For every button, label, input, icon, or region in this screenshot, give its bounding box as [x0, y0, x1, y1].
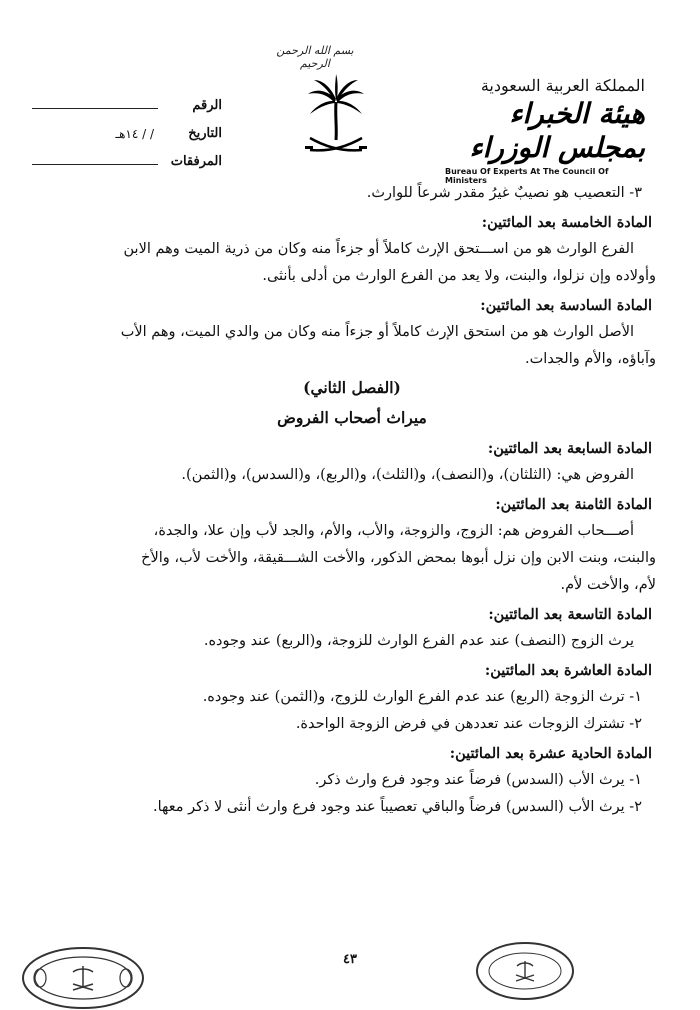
- chapter-title: (الفصل الثاني): [303, 378, 401, 397]
- attachments-label: المرفقات: [170, 154, 222, 169]
- ref-number-line: [32, 107, 158, 109]
- letterhead: [0, 0, 700, 185]
- paragraph-line: يرث الزوج (النصف) عند عدم الفرع الوارث للزوجة، و(الربع) عند وجوده.: [203, 633, 634, 649]
- saudi-emblem-icon: [300, 72, 372, 162]
- paragraph-continuation: وآباؤه، والأم والجدات.: [525, 351, 656, 367]
- page-number: ٤٣: [343, 952, 357, 967]
- attachments-row: [32, 141, 222, 169]
- article-heading: المادة الحادية عشرة بعد المائتين:: [449, 745, 652, 762]
- article-heading: المادة التاسعة بعد المائتين:: [488, 606, 652, 623]
- paragraph-continuation: لأم، والأخت لأم.: [560, 577, 656, 593]
- official-seal-icon: [470, 935, 580, 1005]
- chapter-title: ميراث أصحاب الفروض: [277, 408, 427, 427]
- article-heading: المادة السادسة بعد المائتين:: [480, 297, 652, 314]
- list-item: ١- ترث الزوجة (الربع) عند عدم الفرع الوارث للزوج، و(الثمن) عند وجوده.: [202, 689, 642, 705]
- document-body: [48, 180, 656, 821]
- org-name-line1: المملكة العربية السعودية: [480, 76, 645, 95]
- paragraph-line: أصـــحاب الفروض هم: الزوج، والزوجة، والأب، والأم، والجد لأب وإن علا، والجدة،: [153, 523, 634, 539]
- ref-number-label: الرقم: [192, 98, 222, 113]
- org-name-line2: هيئة الخبراء بمجلس الوزراء: [469, 97, 645, 164]
- list-item: ٢- يرث الأب (السدس) فرضاً والباقي تعصيباً عند وجود فرع وارث أنثى لا ذكر معها.: [152, 799, 642, 815]
- article-heading: المادة الخامسة بعد المائتين:: [481, 214, 652, 231]
- org-name-english: Bureau Of Experts At The Council Of Ministers: [445, 167, 609, 185]
- date-value: / / ١٤هـ: [115, 127, 154, 141]
- article-heading: المادة الثامنة بعد المائتين:: [495, 496, 652, 513]
- article-heading: المادة العاشرة بعد المائتين:: [484, 662, 652, 679]
- list-item: ١- يرث الأب (السدس) فرضاً عند وجود فرع وارث ذكر.: [314, 772, 642, 788]
- paragraph-continuation: وأولاده وإن نزلوا، والبنت، ولا يعد من الفرع الوارث من أدلى بأنثى.: [262, 268, 656, 284]
- organization-name: [445, 76, 645, 185]
- basmala: بسم الله الرحمن الرحيم: [276, 44, 354, 70]
- ref-number-row: [32, 85, 222, 113]
- article-heading: المادة السابعة بعد المائتين:: [487, 440, 652, 457]
- paragraph-line: الأصل الوارث هو من استحق الإرث كاملاً أو جزءاً منه وكان من والدي الميت، وهم الأب: [120, 324, 634, 340]
- list-item: ٢- تشترك الزوجات عند تعددهن في فرض الزوجة الواحدة.: [295, 716, 642, 732]
- paragraph-continuation: والبنت، وبنت الابن وإن نزل أبوها بمحض الذكور، والأخت الشـــقيقة، والأخت لأب، والأخ: [141, 550, 656, 566]
- document-meta: [32, 85, 222, 169]
- attachments-line: [32, 163, 158, 165]
- paragraph-line: الفرع الوارث هو من اســـتحق الإرث كاملاً أو جزءاً منه وكان من ذرية الميت وهم الابن: [123, 241, 634, 257]
- paragraph-line: الفروض هي: (الثلثان)، و(النصف)، و(الثلث)، و(الربع)، و(السدس)، و(الثمن).: [181, 467, 634, 483]
- date-row: [32, 113, 222, 141]
- list-item: ٣- التعصيب هو نصيبٌ غيرُ مقدر شرعاً للوارث.: [366, 185, 642, 201]
- date-label: التاريخ: [188, 126, 222, 141]
